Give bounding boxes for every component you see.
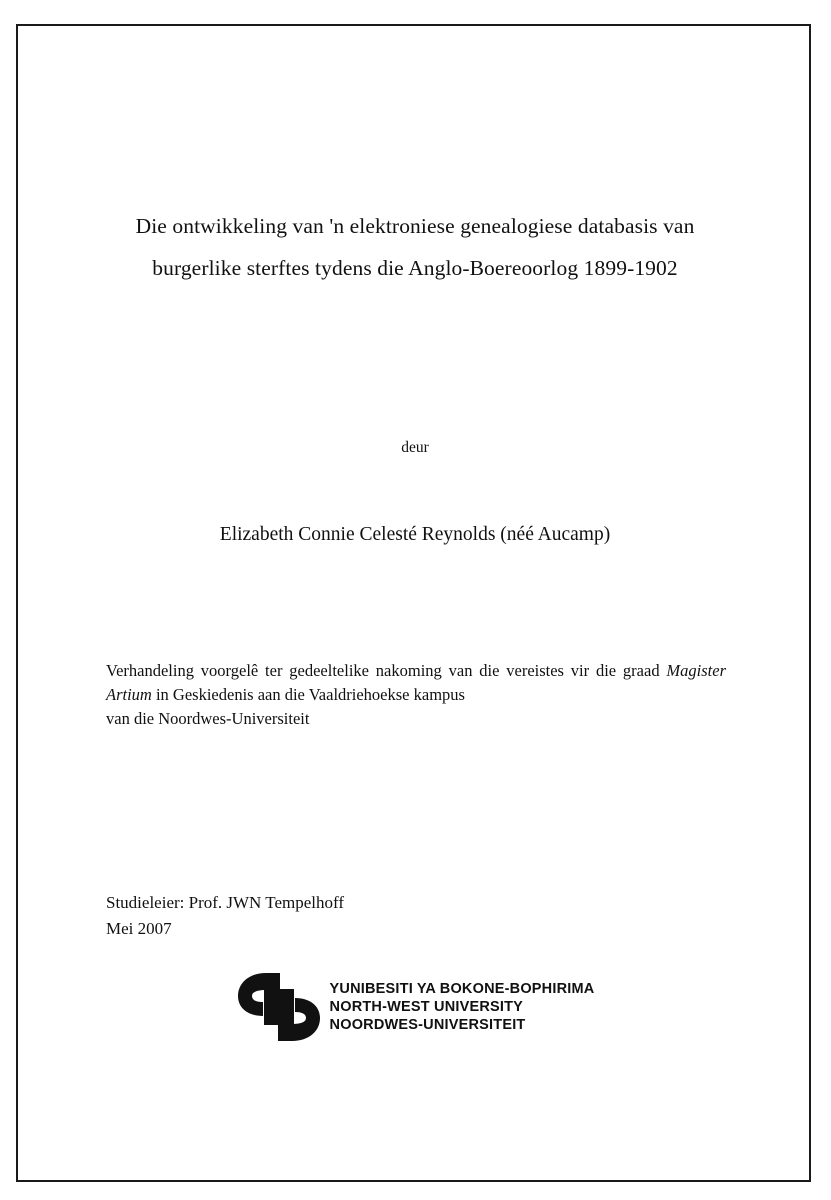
page-content — [100, 24, 730, 1182]
title-line-2: burgerlike sterftes tydens die Anglo-Boereoorlog 1899-1902 — [152, 255, 678, 280]
date-line: Mei 2007 — [106, 919, 172, 939]
page-title — [100, 206, 730, 290]
supervisor-line: Studieleier: Prof. JWN Tempelhoff — [106, 893, 345, 912]
degree-name: Magister Artium — [106, 661, 726, 704]
supervisor-block — [106, 890, 726, 943]
degree-statement — [106, 659, 726, 731]
university-logo — [100, 969, 730, 1045]
statement-part-3: van die Noordwes-Universiteit — [106, 708, 310, 728]
logo-line-1: YUNIBESITI YA BOKONE-BOPHIRIMA — [329, 980, 595, 997]
logo-text — [330, 980, 595, 1035]
logo-line-2: NORTH-WEST UNIVERSITY — [329, 998, 524, 1015]
by-word: deur — [401, 439, 429, 456]
author-name: Elizabeth Connie Celesté Reynolds (néé Aucamp) — [219, 524, 611, 545]
statement-part-1: Verhandeling voorgelê ter gedeeltelike nakoming van die vereistes vir die graad — [106, 661, 667, 680]
statement-part-2: in Geskiedenis aan die Vaaldriehoekse kampus — [151, 684, 465, 704]
logo-line-3: NOORDWES-UNIVERSITEIT — [329, 1017, 526, 1034]
nwu-logo-icon — [236, 969, 322, 1045]
title-line-1: Die ontwikkeling van 'n elektroniese genealogiese databasis van — [135, 214, 695, 238]
